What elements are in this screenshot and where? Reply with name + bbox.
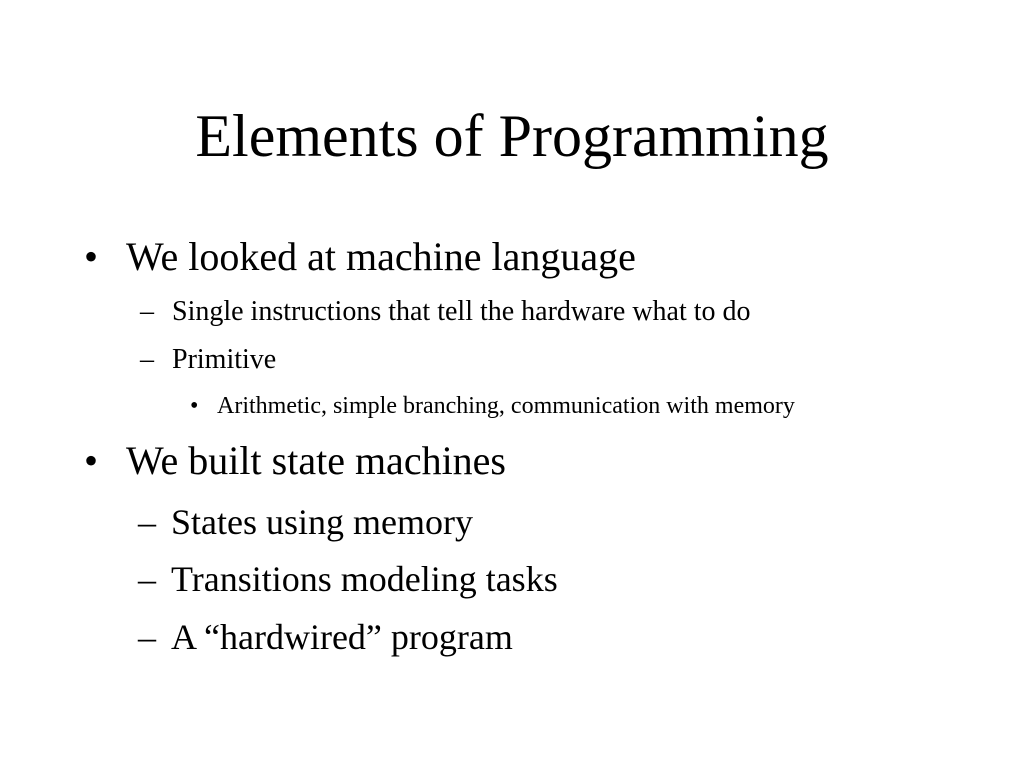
sub-bullet-item — [138, 501, 473, 543]
dash-marker: – — [140, 344, 154, 375]
dash-marker: – — [140, 296, 154, 327]
sub-bullet-item — [138, 616, 513, 658]
bullet-marker: • — [84, 438, 99, 483]
sub-bullet-item — [138, 558, 558, 600]
bullet-text: We built state machines — [126, 438, 506, 483]
sub-sub-bullet-item — [190, 391, 795, 421]
sub-bullet-text: Transitions modeling tasks — [171, 559, 558, 599]
bullet-marker: • — [190, 393, 199, 419]
dash-marker: – — [138, 502, 156, 542]
slide-title: Elements of Programming — [195, 103, 829, 169]
sub-bullet-text: Primitive — [172, 344, 277, 375]
dash-marker: – — [138, 559, 156, 599]
bullet-item — [84, 233, 636, 281]
bullet-text: We looked at machine language — [126, 234, 636, 279]
bullet-item — [84, 437, 506, 485]
sub-bullet-item — [140, 343, 276, 377]
sub-bullet-text: Single instructions that tell the hardware what to do — [172, 296, 751, 327]
dash-marker: – — [138, 617, 156, 657]
sub-bullet-text: States using memory — [171, 502, 473, 542]
sub-bullet-text: A “hardwired” program — [171, 617, 513, 657]
sub-sub-bullet-text: Arithmetic, simple branching, communication with memory — [217, 393, 795, 419]
bullet-marker: • — [84, 234, 99, 279]
sub-bullet-item — [140, 295, 751, 329]
